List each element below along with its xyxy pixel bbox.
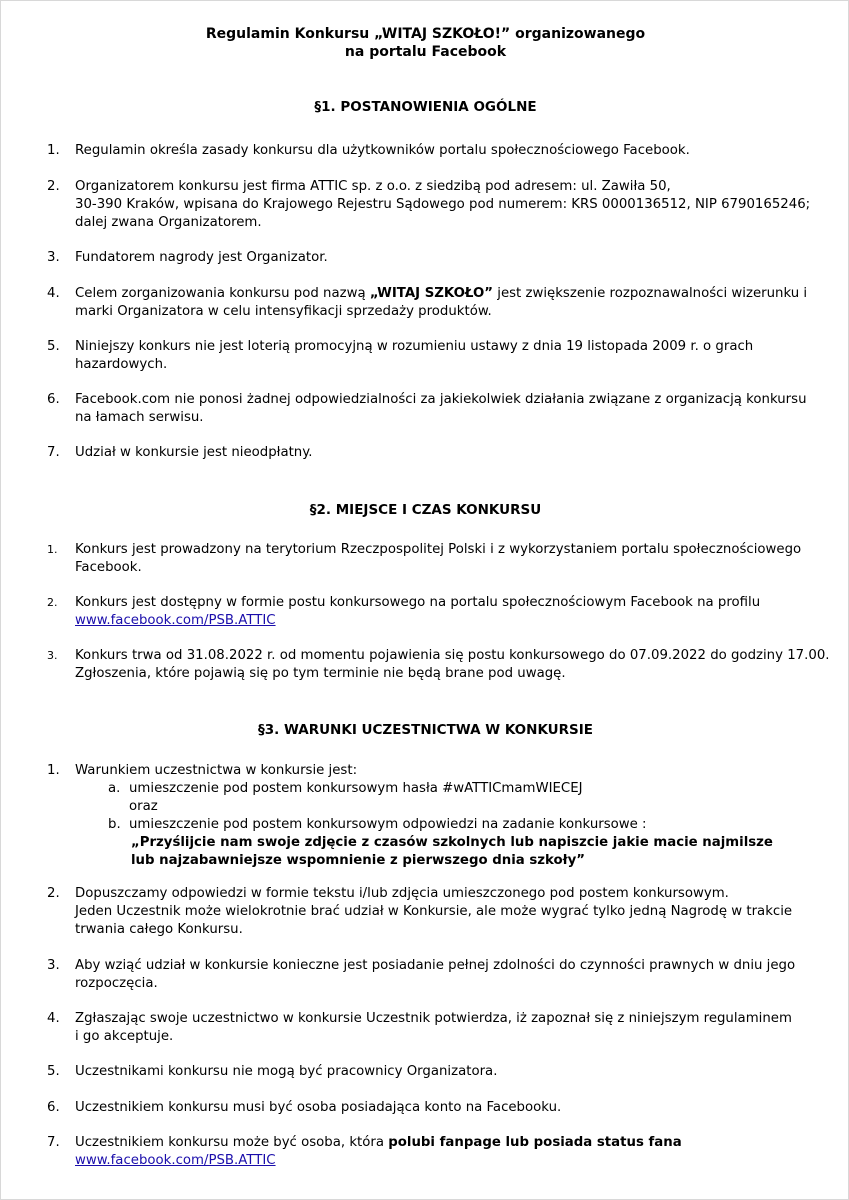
s3-item7-text-bold: polubi fanpage lub posiada status fana [388,1135,682,1150]
s3-item6-text: Uczestnikiem konkursu musi być osoba posiadająca konto na Facebooku. [75,1100,562,1115]
s1-item5-line2: hazardowych. [75,357,168,372]
s3-item1b-text: umieszczenie pod postem konkursowym odpowiedzi na zadanie konkursowe : [129,817,647,832]
s1-item6-line1: Facebook.com nie ponosi żadnej odpowiedzialności za jakiekolwiek działania związane z organizacją konkursu [75,392,807,407]
s1-item4-text-post: jest zwiększenie rozpoznawalności wizerunku i [493,286,808,301]
s3-item4-line2: i go akceptuje. [75,1029,174,1044]
s3-item2-line2: Jeden Uczestnik może wielokrotnie brać udział w Konkursie, ale może wygrać tylko jedną Nagrodę w trakcie [75,904,793,919]
s2-item1-line2: Facebook. [75,560,142,575]
s1-item3-text: Fundatorem nagrody jest Organizator. [75,250,328,265]
s1-item2-line2: 30-390 Kraków, wpisana do Krajowego Rejestru Sądowego pod numerem: KRS 0000136512, NIP 6790165246; [75,197,811,212]
s1-item4-line2: marki Organizatora w celu intensyfikacji sprzedaży produktów. [75,304,492,319]
s3-item1-text: Warunkiem uczestnictwa w konkursie jest: [75,763,358,778]
s1-item1-number: 1. [47,143,60,158]
section2-heading: §2. MIEJSCE I CZAS KONKURSU [309,502,542,518]
s2-item2-line1: Konkurs jest dostępny w formie postu konkursowego na portalu społecznościowym Facebook na profilu [75,595,761,610]
s3-item4-line1: Zgłaszając swoje uczestnictwo w konkursie Uczestnik potwierdza, iż zapoznał się z niniejszym regulaminem [75,1011,792,1026]
s3-item4-number: 4. [47,1011,60,1026]
s1-item5-line1: Niniejszy konkurs nie jest loterią promocyjną w rozumieniu ustawy z dnia 19 listopada 2009 r. o grach [75,339,754,354]
s3-item3-line1: Aby wziąć udział w konkursie konieczne jest posiadanie pełnej zdolności do czynności prawnych w dniu jego [75,958,796,973]
s1-item7-number: 7. [47,445,60,460]
s1-item3-number: 3. [47,250,60,265]
s1-item2-line3: dalej zwana Organizatorem. [75,215,262,230]
s3-item7-number: 7. [47,1135,60,1150]
s1-item4-number: 4. [47,286,60,301]
s3-item5-number: 5. [47,1064,60,1079]
document-title-line2: na portalu Facebook [344,44,507,60]
s2-item3-number: 3. [47,649,58,662]
s3-item3-line2: rozpoczęcia. [75,976,158,991]
s3-item2-line3: trwania całego Konkursu. [75,922,243,937]
fanpage-link-2[interactable]: www.facebook.com/PSB.ATTIC [75,1153,276,1168]
s3-item7-line1 [75,1134,682,1152]
s3-item5-text: Uczestnikami konkursu nie mogą być pracownicy Organizatora. [75,1064,498,1079]
s1-item6-number: 6. [47,392,60,407]
s3-item1-number: 1. [47,763,60,778]
contest-task-quote-line1: „Przyślijcie nam swoje zdjęcie z czasów szkolnych lub napiszcie jakie macie najmilsze [131,835,773,850]
contest-task-quote-line2: lub najzabawniejsze wspomnienie z pierwszego dnia szkoły” [131,853,585,868]
section3-heading: §3. WARUNKI UCZESTNICTWA W KONKURSIE [258,722,593,738]
s1-item5-number: 5. [47,339,60,354]
s1-item2-number: 2. [47,179,60,194]
s3-item3-number: 3. [47,958,60,973]
s3-item1a-text: umieszczenie pod postem konkursowym hasła #wATTICmamWIECEJ [129,781,583,796]
contest-name: „WITAJ SZKOŁO” [369,286,494,301]
s3-item2-line1: Dopuszczamy odpowiedzi w formie tekstu i/lub zdjęcia umieszczonego pod postem konkursowym. [75,886,729,901]
s1-item4-text-pre: Celem zorganizowania konkursu pod nazwą [75,286,370,301]
s2-item2-number: 2. [47,596,58,609]
s3-item1a-label: a. [108,781,121,796]
s3-item1-oraz: oraz [129,799,158,814]
s1-item2-line1: Organizatorem konkursu jest firma ATTIC sp. z o.o. z siedzibą pod adresem: ul. Zawiła 50, [75,179,671,194]
s2-item3-line1: Konkurs trwa od 31.08.2022 r. od momentu pojawienia się postu konkursowego do 07.09.2022 do godziny 17.00. [75,648,830,663]
s3-item2-number: 2. [47,886,60,901]
s3-item1b-label: b. [108,817,121,832]
s2-item1-number: 1. [47,543,58,556]
s2-item3-line2: Zgłoszenia, które pojawią się po tym terminie nie będą brane pod uwagę. [75,666,566,681]
s1-item4-line1 [75,285,807,303]
section1-heading: §1. POSTANOWIENIA OGÓLNE [314,99,537,115]
s3-item7-text-pre: Uczestnikiem konkursu może być osoba, która [75,1135,389,1150]
document-title-line1: Regulamin Konkursu „WITAJ SZKOŁO!” organizowanego [205,26,646,42]
s1-item7-text: Udział w konkursie jest nieodpłatny. [75,445,313,460]
s2-item1-line1: Konkurs jest prowadzony na terytorium Rzeczpospolitej Polski i z wykorzystaniem portalu społecznościowego [75,542,802,557]
s3-item6-number: 6. [47,1100,60,1115]
s1-item6-line2: na łamach serwisu. [75,410,204,425]
fanpage-link[interactable]: www.facebook.com/PSB.ATTIC [75,613,276,628]
s1-item1-text: Regulamin określa zasady konkursu dla użytkowników portalu społecznościowego Facebook. [75,143,690,158]
